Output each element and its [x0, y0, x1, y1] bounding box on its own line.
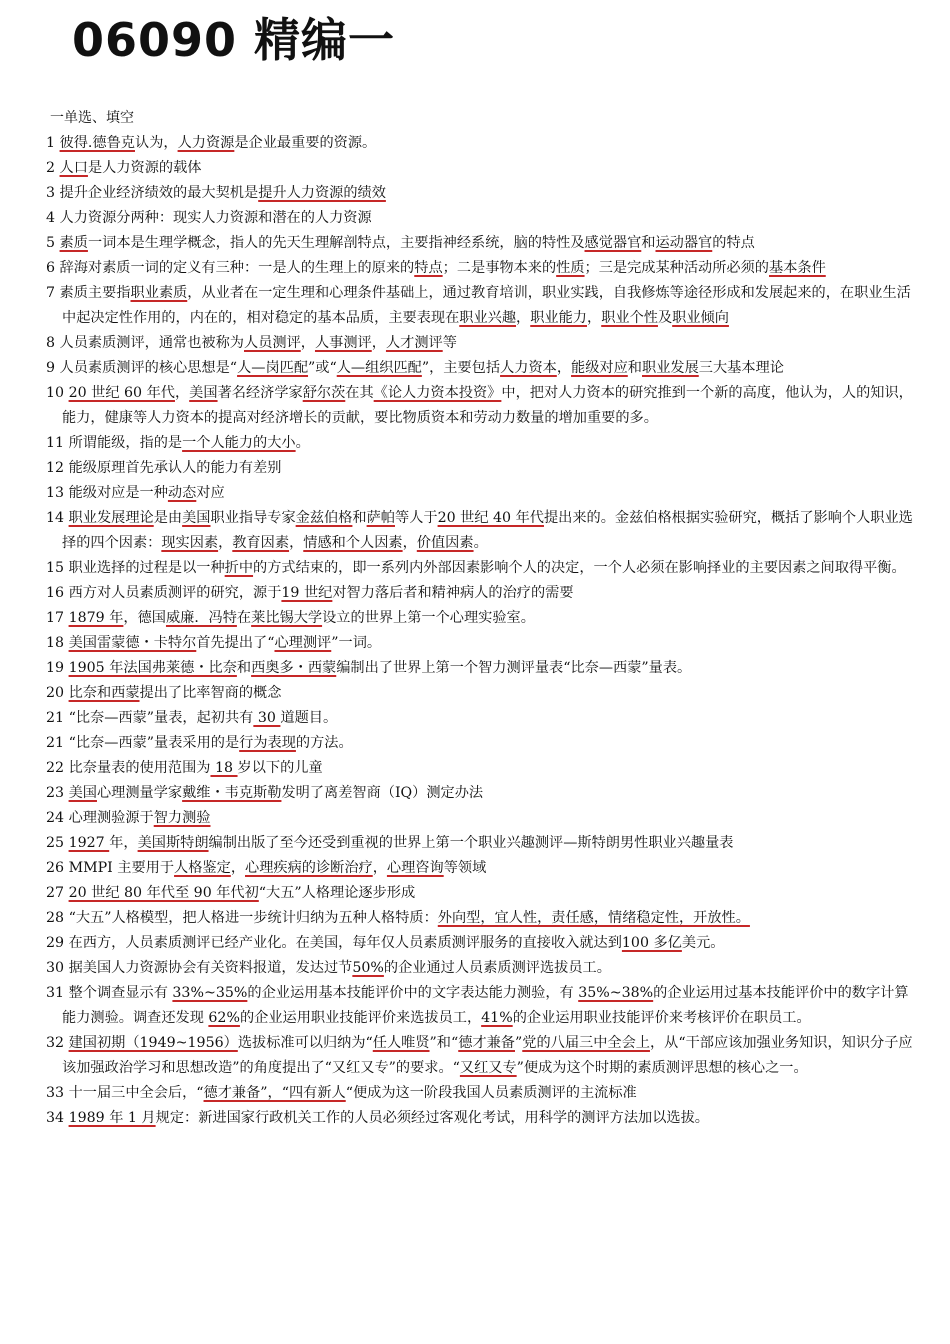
- underlined-answer: 职业能力: [530, 310, 587, 326]
- list-item: [46, 181, 921, 206]
- item-text: ”: [515, 1035, 523, 1051]
- list-item: [46, 956, 921, 981]
- item-text: 在其: [345, 385, 374, 401]
- item-text: 整个调查显示有: [68, 985, 173, 1001]
- item-number: 28: [46, 910, 69, 926]
- list-item: [46, 556, 921, 581]
- underlined-answer: 性质: [556, 260, 585, 276]
- item-text: 和: [641, 235, 656, 251]
- item-text: 心理测量学家: [96, 785, 183, 801]
- item-number: 2: [46, 160, 60, 176]
- underlined-answer: 1989 年 1 月: [68, 1110, 156, 1126]
- item-text: 职业指导专家: [210, 510, 296, 526]
- item-text: 提出了比率智商的概念: [139, 685, 282, 701]
- item-text: 人员素质测评，通常也被称为: [59, 335, 244, 351]
- item-text: ；二是事物本来的: [442, 260, 557, 276]
- underlined-answer: 20 世纪 60 年代: [68, 385, 175, 401]
- underlined-answer: 人—组织匹配: [336, 360, 422, 376]
- underlined-answer: 人才测评: [385, 335, 443, 351]
- underlined-answer: 一个人能力的大小: [182, 435, 296, 451]
- item-number: 7: [46, 285, 60, 301]
- underlined-answer: 人事测评: [314, 335, 372, 351]
- underlined-answer: 智力测验: [153, 810, 211, 826]
- underlined-answer: 35%~38%: [578, 985, 654, 1001]
- item-number: 29: [46, 935, 69, 951]
- list-item: [46, 331, 921, 356]
- list-item: [46, 706, 921, 731]
- underlined-answer: 职业素质: [130, 285, 188, 301]
- item-text: ”，主要包括: [421, 360, 501, 376]
- list-item: [46, 456, 921, 481]
- underlined-answer: 萨帕: [366, 510, 395, 526]
- item-number: 14: [46, 510, 69, 526]
- list-item: [46, 231, 921, 256]
- underlined-answer: 50%: [352, 960, 384, 976]
- list-item: [46, 981, 921, 1031]
- underlined-answer: 人—岗匹配: [237, 360, 309, 376]
- item-number: 30: [46, 960, 69, 976]
- list-item: [46, 881, 921, 906]
- list-item: [46, 1031, 921, 1081]
- item-text: 提出来的。金兹伯格根据实验研究，概括了影响个人职业选择的四个因素：: [62, 510, 913, 551]
- item-number: 21: [46, 735, 69, 751]
- list-item: [46, 356, 921, 381]
- list-item: [46, 431, 921, 456]
- list-item: [46, 581, 921, 606]
- item-text: ，: [402, 535, 417, 551]
- item-number: 27: [46, 885, 69, 901]
- list-item: [46, 1081, 921, 1106]
- item-text: 首先提出了“: [196, 635, 275, 651]
- item-text: 年，: [109, 835, 138, 851]
- underlined-answer: 美国斯特朗: [137, 835, 209, 851]
- item-number: 13: [46, 485, 69, 501]
- item-number: 17: [46, 610, 69, 626]
- list-item: [46, 931, 921, 956]
- underlined-answer: 1905 年法国弗莱德・比奈: [68, 660, 237, 676]
- item-text: 发明了离差智商（IQ）测定办法: [281, 785, 484, 801]
- item-number: 16: [46, 585, 69, 601]
- underlined-answer: 美国: [189, 385, 218, 401]
- underlined-answer: 100 多亿: [621, 935, 682, 951]
- underlined-answer: 德才兼备”，“四有新人: [203, 1085, 346, 1101]
- underlined-answer: 人力资本: [500, 360, 557, 376]
- underlined-answer: 行为表现: [239, 735, 296, 751]
- list-item: [46, 381, 921, 431]
- list-item: [46, 256, 921, 281]
- underlined-answer: 任人唯贤: [372, 1035, 430, 1051]
- underlined-answer: 德才兼备: [458, 1035, 515, 1051]
- item-text: 能级原理首先承认人的能力有差别: [68, 460, 282, 476]
- underlined-answer: 莱比锡大学: [251, 610, 323, 626]
- underlined-answer: 心理疾病的诊断治疗: [245, 860, 373, 876]
- item-text: 认为，: [135, 135, 178, 151]
- item-text: 的企业运用基本技能评价中的文字表达能力测验，有: [247, 985, 579, 1001]
- underlined-answer: 1927: [68, 835, 110, 851]
- item-number: 25: [46, 835, 69, 851]
- underlined-answer: 41%: [481, 1010, 513, 1026]
- list-item: [46, 681, 921, 706]
- underlined-answer: 教育因素: [232, 535, 290, 551]
- item-text: 职业选择的过程是以一种: [68, 560, 225, 576]
- underlined-answer: 职业个性: [601, 310, 658, 326]
- item-number: 6: [46, 260, 60, 276]
- item-text: 是企业最重要的资源。: [234, 135, 377, 151]
- item-text: 美元。: [681, 935, 725, 951]
- item-text: ，: [218, 535, 233, 551]
- underlined-answer: 提升人力资源的绩效: [258, 185, 386, 201]
- item-text: 的企业运用过基本技能评价中的数字计算能力测验。调查还发现: [62, 985, 909, 1026]
- item-text: 的特点: [712, 235, 755, 251]
- item-text: 。: [295, 435, 310, 451]
- item-number: 22: [46, 760, 69, 776]
- list-item: [46, 506, 921, 556]
- underlined-answer: 基本条件: [769, 260, 826, 276]
- item-number: 24: [46, 810, 69, 826]
- item-text: ，: [371, 335, 386, 351]
- item-text: ”一词。: [331, 635, 382, 651]
- item-text: 编制出版了至今还受到重视的世界上第一个职业兴趣测评—斯特朗男性职业兴趣量表: [208, 835, 734, 851]
- item-text: MMPI 主要用于: [68, 860, 175, 876]
- item-text: 的方法。: [295, 735, 353, 751]
- item-text: 等: [442, 335, 457, 351]
- list-item: [46, 781, 921, 806]
- item-text: 辞海对素质一词的定义有三种：一是人的生理上的原来的: [59, 260, 415, 276]
- list-item: [46, 1106, 921, 1131]
- underlined-answer: 党的八届三中全会上: [522, 1035, 650, 1051]
- item-text: 西方对人员素质测评的研究，源于: [68, 585, 282, 601]
- item-number: 20: [46, 685, 69, 701]
- item-text: “比奈—西蒙”量表，起初共有: [68, 710, 254, 726]
- item-text: 素质主要指: [59, 285, 131, 301]
- item-text: ，: [230, 860, 246, 876]
- underlined-answer: 职业发展理论: [68, 510, 154, 526]
- item-text: 的企业运用职业技能评价来选拔员工，: [239, 1010, 482, 1026]
- underlined-answer: 金兹伯格: [295, 510, 353, 526]
- underlined-answer: 职业倾向: [672, 310, 729, 326]
- item-number: 9: [46, 360, 60, 376]
- underlined-answer: 西奥多・西蒙: [251, 660, 337, 676]
- item-text: 人力资源分两种：现实人力资源和潜在的人力资源: [59, 210, 372, 226]
- underlined-answer: 心理测评: [274, 635, 332, 651]
- underlined-answer: 33%~35%: [172, 985, 248, 1001]
- underlined-answer: 《论人力资本投资》: [373, 385, 502, 401]
- underlined-answer: 舒尔茨: [302, 385, 346, 401]
- item-text: ”或“: [308, 360, 337, 376]
- underlined-answer: 美国: [68, 785, 97, 801]
- item-number: 10: [46, 385, 69, 401]
- item-text: 规定：新进国家行政机关工作的人员必须经过客观化考试，用科学的测评方法加以选拔。: [155, 1110, 709, 1126]
- item-text: ，从业者在一定生理和心理条件基础上，通过教育培训，职业实践，自我修炼等途径形成和发展起来的，在职业生活中起决定性作用的，内在的，相对稳定的基本品质，主要表现在: [62, 285, 911, 326]
- list-item: [46, 631, 921, 656]
- item-text: 提升企业经济绩效的最大契机是: [59, 185, 259, 201]
- item-text: 在: [236, 610, 252, 626]
- item-number: 12: [46, 460, 69, 476]
- item-text: 的方式结束的，即一系列内外部因素影响个人的决定，一个人必须在影响择业的主要因素之间取得平衡。: [253, 560, 906, 576]
- underlined-answer: 心理咨询: [386, 860, 444, 876]
- list-item: [46, 156, 921, 181]
- item-text: 一词本是生理学概念，指人的先天生理解剖特点，主要指神经系统，脑的特性及: [87, 235, 585, 251]
- item-text: 对应: [196, 485, 225, 501]
- section-heading: 一单选、填空: [50, 110, 134, 126]
- item-number: 23: [46, 785, 69, 801]
- underlined-answer: 彼得.德鲁克: [59, 135, 135, 151]
- underlined-answer: 人口: [59, 160, 88, 176]
- underlined-answer: 威廉．冯特: [165, 610, 237, 626]
- underlined-answer: 运动器官: [655, 235, 713, 251]
- item-text: 。: [473, 535, 488, 551]
- underlined-answer: 20 世纪 80 年代至 90 年代初: [68, 885, 259, 901]
- underlined-answer: 19 世纪: [281, 585, 333, 601]
- underlined-answer: 职业兴趣: [459, 310, 517, 326]
- item-number: 33: [46, 1085, 69, 1101]
- underlined-answer: 现实因素: [161, 535, 219, 551]
- underlined-answer: 感觉器官: [584, 235, 642, 251]
- item-text: 据美国人力资源协会有关资料报道，发达过节: [68, 960, 353, 976]
- underlined-answer: 情感和个人因素: [303, 535, 403, 551]
- item-text: ；三是完成某种活动所必须的: [584, 260, 769, 276]
- item-number: 21: [46, 710, 69, 726]
- item-text: ，: [372, 860, 387, 876]
- underlined-answer: 1879 年: [68, 610, 124, 626]
- underlined-answer: 动态: [167, 485, 197, 501]
- item-number: 11: [46, 435, 69, 451]
- item-number: 8: [46, 335, 60, 351]
- underlined-answer: 建国初期（1949~1956）: [68, 1035, 238, 1051]
- item-text: 心理测验源于: [68, 810, 154, 826]
- item-text: 比奈量表的使用范围为: [68, 760, 211, 776]
- item-text: ，: [556, 360, 572, 376]
- list-item: [46, 906, 921, 931]
- item-text: ，: [300, 335, 315, 351]
- item-text: 能级对应是一种: [68, 485, 168, 501]
- item-text: ，德国: [123, 610, 166, 626]
- list-item: [46, 606, 921, 631]
- underlined-answer: 18: [210, 760, 238, 776]
- item-text: ，: [587, 310, 602, 326]
- underlined-answer: 戴维・韦克斯勒: [182, 785, 282, 801]
- item-text: 三大基本理论: [698, 360, 784, 376]
- item-number: 3: [46, 185, 60, 201]
- underlined-answer: 又红又专: [459, 1060, 517, 1076]
- item-text: 的企业通过人员素质测评选拔员工。: [383, 960, 611, 976]
- item-text: 等领域: [443, 860, 487, 876]
- underlined-answer: 特点: [414, 260, 443, 276]
- item-number: 15: [46, 560, 69, 576]
- list-item: [46, 806, 921, 831]
- item-text: “便成为这一阶段我国人员素质测评的主流标准: [345, 1085, 637, 1101]
- item-text: ，: [174, 385, 190, 401]
- list-item: [46, 756, 921, 781]
- underlined-answer: 30: [253, 710, 281, 726]
- item-text: 是人力资源的载体: [87, 160, 202, 176]
- item-text: “大五”人格理论逐步形成: [258, 885, 416, 901]
- item-text: 选拔标准可以归纳为“: [237, 1035, 373, 1051]
- underlined-answer: 62%: [208, 1010, 240, 1026]
- list-item: [46, 481, 921, 506]
- item-text: ”便成为这个时期的素质测评思想的核心之一。: [516, 1060, 808, 1076]
- underlined-answer: 价值因素: [416, 535, 474, 551]
- item-text: 中，把对人力资本的研究推到一个新的高度，他认为，人的知识，能力，健康等人力资本的提高对经济增长的贡献，要比物质资本和劳动力数量的增加重要的多。: [62, 385, 913, 426]
- list-item: [46, 656, 921, 681]
- list-item: [46, 281, 921, 331]
- item-number: 32: [46, 1035, 69, 1051]
- item-text: 和: [627, 360, 642, 376]
- underlined-answer: 职业发展: [642, 360, 699, 376]
- item-text: 道题目。: [280, 710, 338, 726]
- underlined-answer: 比奈和西蒙: [68, 685, 140, 701]
- underlined-answer: 美国: [182, 510, 211, 526]
- document-title: 06090 精编一: [72, 13, 396, 67]
- item-text: ，: [289, 535, 304, 551]
- question-list: [46, 131, 921, 1131]
- item-text: 编制出了世界上第一个智力测评量表“比奈—西蒙”量表。: [336, 660, 692, 676]
- underlined-answer: 美国雷蒙德・卡特尔: [68, 635, 197, 651]
- item-text: 人员素质测评的核心思想是“: [59, 360, 238, 376]
- item-text: 所谓能级，指的是: [68, 435, 183, 451]
- item-text: 和: [236, 660, 252, 676]
- list-item: [46, 731, 921, 756]
- underlined-answer: 人格鉴定: [174, 860, 231, 876]
- item-text: 对智力落后者和精神病人的治疗的需要: [332, 585, 574, 601]
- item-number: 31: [46, 985, 69, 1001]
- underlined-answer: 20 世纪 40 年代: [437, 510, 544, 526]
- item-number: 1: [46, 135, 60, 151]
- item-number: 26: [46, 860, 69, 876]
- item-text: 著名经济学家: [217, 385, 303, 401]
- item-text: ，: [516, 310, 531, 326]
- underlined-answer: 能级对应: [571, 360, 628, 376]
- item-text: 是由: [153, 510, 183, 526]
- list-item: [46, 831, 921, 856]
- item-text: 的企业运用职业技能评价来考核评价在职员工。: [512, 1010, 811, 1026]
- item-text: “大五”人格模型，把人格进一步统计归纳为五种人格特质：: [68, 910, 438, 926]
- item-text: “比奈—西蒙”量表采用的是: [68, 735, 240, 751]
- underlined-answer: 外向型，宜人性，责任感，情绪稳定性，开放性。: [437, 910, 750, 926]
- item-text: 等人于: [395, 510, 438, 526]
- underlined-answer: 素质: [59, 235, 88, 251]
- item-text: 和: [352, 510, 367, 526]
- item-text: 十一届三中全会后，“: [68, 1085, 204, 1101]
- list-item: [46, 206, 921, 231]
- item-text: 设立的世界上第一个心理实验室。: [322, 610, 535, 626]
- underlined-answer: 人力资源: [177, 135, 235, 151]
- item-number: 18: [46, 635, 69, 651]
- item-text: ，从“干部应该加强业务知识，知识分子应该加强政治学习和思想改造”的角度提出了“又红又专”的要求。“: [62, 1035, 913, 1076]
- item-number: 19: [46, 660, 69, 676]
- item-text: 在西方，人员素质测评已经产业化。在美国，每年仅人员素质测评服务的直接收入就达到: [68, 935, 622, 951]
- item-number: 4: [46, 210, 60, 226]
- list-item: [46, 856, 921, 881]
- item-number: 5: [46, 235, 60, 251]
- item-text: 岁以下的儿童: [237, 760, 323, 776]
- item-text: 及: [657, 310, 673, 326]
- list-item: [46, 131, 921, 156]
- item-text: ”和“: [429, 1035, 459, 1051]
- underlined-answer: 人员测评: [244, 335, 301, 351]
- underlined-answer: 折中: [224, 560, 254, 576]
- item-number: 34: [46, 1110, 69, 1126]
